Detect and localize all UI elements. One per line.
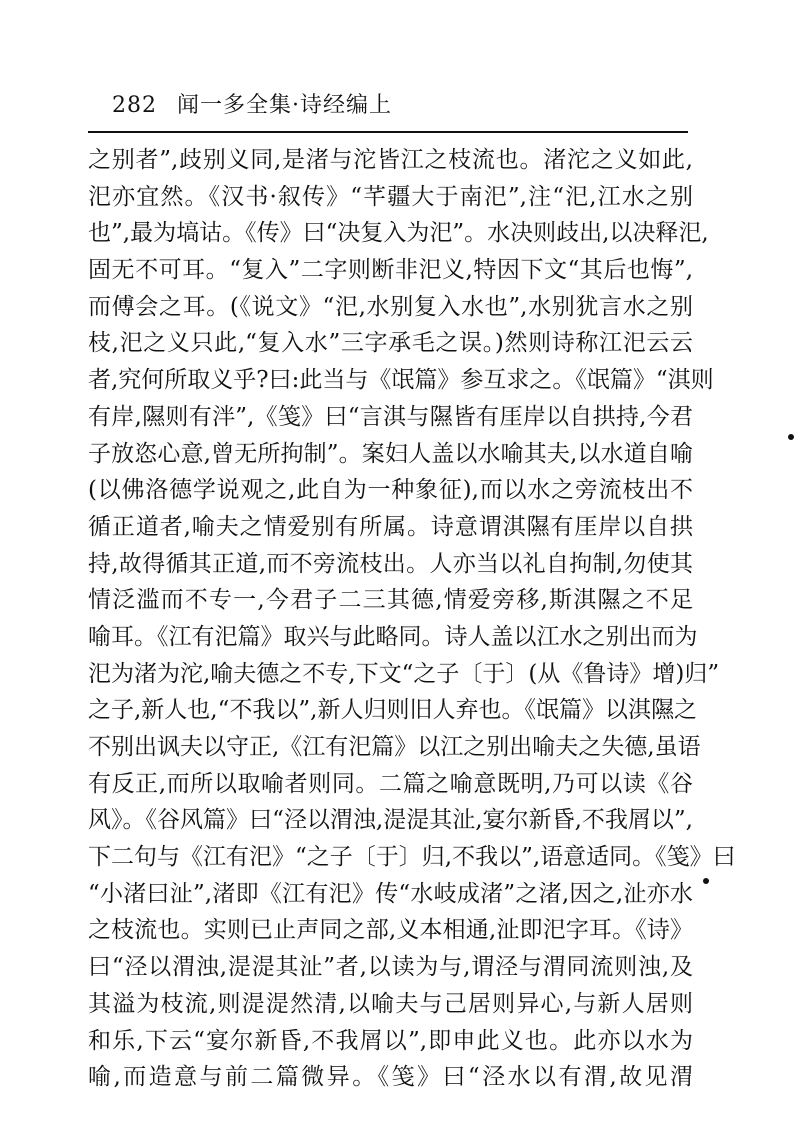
text-line: 持,故得循其正道,而不旁流枝出。人亦当以礼自拘制,勿使其	[88, 550, 693, 577]
text-line: “小渚曰沚”,渚即《江有汜》传“水岐成渚”之渚,因之,沚亦水	[88, 880, 693, 907]
text-line: 喻耳。《江有汜篇》取兴与此略同。诗人盖以江水之别出而为	[88, 623, 698, 650]
text-line: 有岸,隰则有泮”,《笺》曰“言淇与隰皆有厓岸以自拱持,今君	[88, 403, 693, 430]
text-line: 汜亦宜然。《汉书·叙传》“芊疆大于南汜”,注“汜,江水之别	[88, 183, 693, 210]
text-line: 喻,而造意与前二篇微异。《笺》曰“泾水以有渭,故见渭	[88, 1064, 693, 1091]
running-header	[112, 88, 692, 119]
text-line: 固无不可耳。“复入”二字则断非汜义,特因下文“其后也悔”,	[88, 257, 693, 284]
text-line: 风》。《谷风篇》曰“泾以渭浊,湜湜其沚,宴尔新昏,不我屑以”,	[88, 807, 693, 834]
text-line: 有反正,而所以取喻者则同。二篇之喻意既明,乃可以读《谷	[88, 770, 693, 797]
text-line: 曰“泾以渭浊,湜湜其沚”者,以读为与,谓泾与渭同流则浊,及	[88, 954, 693, 981]
header-rule	[88, 131, 688, 133]
text-line: 枝,汜之义只此,“复入水”三字承毛之误。)然则诗称江汜云云	[88, 330, 693, 357]
text-line: 循正道者,喻夫之情爱别有所属。诗意谓淇隰有厓岸以自拱	[88, 513, 693, 540]
text-line: 情泛滥而不专一,今君子二三其德,情爱旁移,斯淇隰之不足	[88, 587, 693, 614]
text-line: 而傅会之耳。(《说文》“汜,水别复入水也”,水别犹言水之别	[88, 293, 693, 320]
text-line: 之枝流也。实则已止声同之部,义本相通,沚即汜字耳。《诗》	[88, 917, 693, 944]
text-line: 不别出讽夫以守正,《江有汜篇》以江之别出喻夫之失德,虽语	[88, 734, 701, 760]
text-line: 其溢为枝流,则湜湜然清,以喻夫与己居则异心,与新人居则	[88, 990, 693, 1017]
text-line: 和乐,下云“宴尔新昏,不我屑以”,即申此义也。此亦以水为	[88, 1027, 693, 1054]
text-line: 者,究何所取义乎?曰:此当与《氓篇》参互求之。《氓篇》“淇则	[88, 367, 714, 394]
text-line: 之子,新人也,“不我以”,新人归则旧人弃也。《氓篇》以淇隰之	[88, 697, 697, 724]
scan-speck	[788, 434, 794, 440]
text-line: 下二句与《江有汜》“之子〔于〕归,不我以”,语意适同。《笺》曰	[88, 844, 736, 871]
body-text	[88, 142, 736, 1096]
text-line: 之别者”,歧别义同,是渚与沱皆江之枝流也。渚沱之义如此,	[88, 147, 693, 173]
text-line: 子放恣心意,曾无所拘制”。案妇人盖以水喻其夫,以水道自喻	[88, 440, 693, 467]
text-line: 汜为渚为沱,喻夫德之不专,下文“之子〔于〕(从《鲁诗》增)归”	[88, 660, 720, 687]
scan-speck	[703, 878, 709, 884]
text-line: 也”,最为塙诂。《传》曰“决复入为汜”。水决则歧出,以决释汜,	[88, 220, 709, 247]
text-line: (以佛洛德学说观之,此自为一种象征),而以水之旁流枝出不	[88, 477, 693, 504]
book-title: 闻一多全集·诗经编上	[177, 93, 392, 118]
page-number: 282	[112, 93, 157, 118]
